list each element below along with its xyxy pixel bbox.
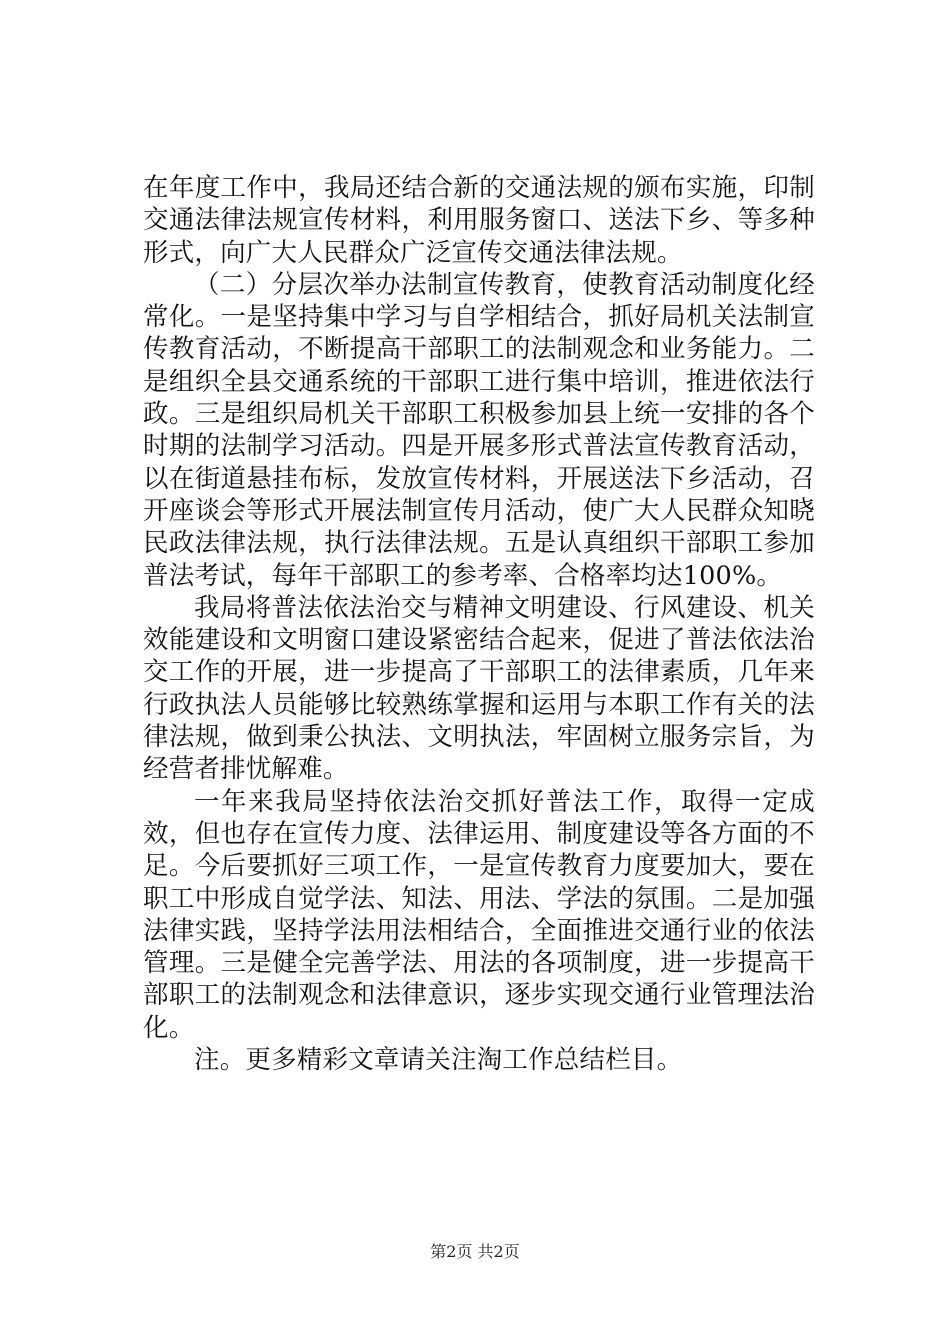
paragraph-integration: 我局将普法依法治交与精神文明建设、行风建设、机关效能建设和文明窗口建设紧密结合起来，促进了普法依法治交工作的开展，进一步提高了干部职工的法律素质，几年来行政执法人员能够比较熟练掌握和运用与本职工作有关的法律法规，做到秉公执法、文明执法，牢固树立服务宗旨，为经营者排忧解难。: [143, 592, 815, 785]
document-body: [143, 172, 815, 1076]
page-number-footer: 第2页 共2页: [430, 1242, 520, 1261]
paragraph-layered-education: （二）分层次举办法制宣传教育，使教育活动制度化经常化。一是坚持集中学习与自学相结合，抓好局机关法制宣传教育活动，不断提高干部职工的法制观念和业务能力。二是组织全县交通系统的干部职工进行集中培训，推进依法行政。三是组织局机关干部职工积极参加县上统一安排的各个时期的法制学习活动。四是开展多形式普法宣传教育活动，以在街道悬挂布标，发放宣传材料，开展送法下乡活动，召开座谈会等形式开展法制宣传月活动，使广大人民群众知晓民政法律法规，执行法律法规。五是认真组织干部职工参加普法考试，每年干部职工的参考率、合格率均达100%。: [143, 269, 815, 591]
paragraph-summary: 一年来我局坚持依法治交抓好普法工作，取得一定成效，但也存在宣传力度、法律运用、制度建设等各方面的不足。今后要抓好三项工作，一是宣传教育力度要加大，要在职工中形成自觉学法、知法、用法、学法的氛围。二是加强法律实践，坚持学法用法相结合，全面推进交通行业的依法管理。三是健全完善学法、用法的各项制度，进一步提高干部职工的法制观念和法律意识，逐步实现交通行业管理法治化。: [143, 786, 815, 1043]
paragraph-continuation: 在年度工作中，我局还结合新的交通法规的颁布实施，印制交通法律法规宣传材料，利用服务窗口、送法下乡、等多种形式，向广大人民群众广泛宣传交通法律法规。: [143, 173, 815, 268]
paragraph-note: 注。更多精彩文章请关注淘工作总结栏目。: [194, 1045, 683, 1076]
